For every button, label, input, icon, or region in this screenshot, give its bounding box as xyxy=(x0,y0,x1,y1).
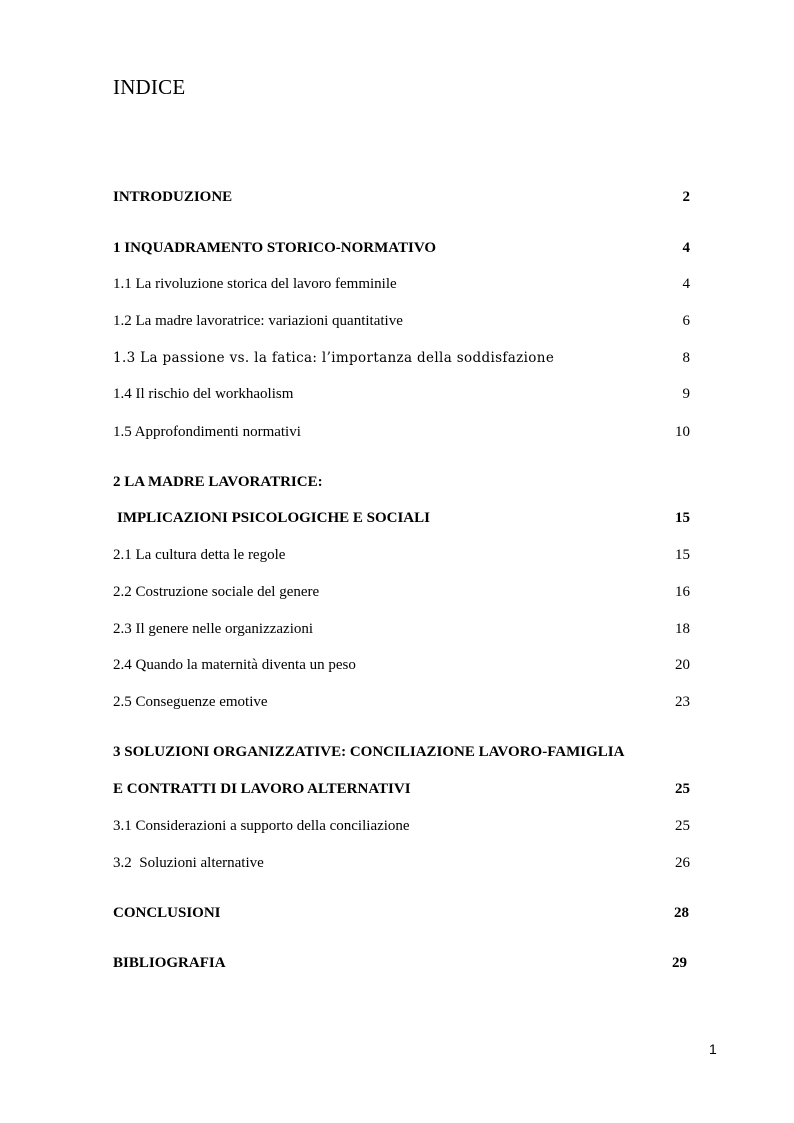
toc-entry-label: 2.4 Quando la maternità diventa un peso xyxy=(113,657,356,673)
toc-entry-1-3[interactable] xyxy=(113,347,690,369)
toc-entry-page: 4 xyxy=(682,240,690,256)
toc-entry-page: 2 xyxy=(682,189,690,205)
toc-entry-2-1[interactable] xyxy=(113,544,690,566)
toc-entry-chapter-2[interactable] xyxy=(113,471,690,493)
page-number: 1 xyxy=(709,1041,717,1057)
toc-entry-label: 2 LA MADRE LAVORATRICE: xyxy=(113,474,323,490)
toc-entry-chapter-3-subtitle[interactable] xyxy=(113,778,690,800)
toc-entry-page: 9 xyxy=(682,386,690,402)
toc-entry-label: 1.5 Approfondimenti normativi xyxy=(113,424,301,440)
toc-entry-conclusioni[interactable] xyxy=(113,902,690,924)
toc-entry-page: 25 xyxy=(675,781,690,797)
toc-entry-page: 26 xyxy=(675,855,690,871)
toc-entry-label: 3.1 Considerazioni a supporto della conciliazione xyxy=(113,818,410,834)
toc-entry-introduzione[interactable] xyxy=(113,186,690,208)
toc-entry-page: 10 xyxy=(675,424,690,440)
toc-entry-1-4[interactable] xyxy=(113,383,690,405)
toc-entry-label: CONCLUSIONI xyxy=(113,905,221,921)
toc-entry-2-4[interactable] xyxy=(113,654,690,676)
toc-entry-3-2[interactable] xyxy=(113,852,690,874)
toc-entry-page: 15 xyxy=(675,510,690,526)
toc-entry-page: 25 xyxy=(675,818,690,834)
toc-entry-2-5[interactable] xyxy=(113,691,690,713)
toc-entry-page: 18 xyxy=(675,621,690,637)
toc-entry-label: INTRODUZIONE xyxy=(113,189,233,205)
toc-entry-label: 1.4 Il rischio del workhaolism xyxy=(113,386,294,402)
toc-entry-chapter-1[interactable] xyxy=(113,237,690,259)
toc-entry-chapter-3[interactable] xyxy=(113,741,690,763)
toc-entry-chapter-2-subtitle[interactable] xyxy=(113,507,690,529)
toc-entry-label: 2.1 La cultura detta le regole xyxy=(113,547,286,563)
toc-entry-label: BIBLIOGRAFIA xyxy=(113,955,226,971)
toc-entry-label: 1.2 La madre lavoratrice: variazioni quantitative xyxy=(113,313,403,329)
toc-entry-label: 3 SOLUZIONI ORGANIZZATIVE: CONCILIAZIONE LAVORO-FAMIGLIA xyxy=(113,744,625,760)
toc-entry-label: 2.3 Il genere nelle organizzazioni xyxy=(113,621,314,637)
toc-entry-page: 29 xyxy=(672,955,687,971)
toc-entry-page: 15 xyxy=(675,547,690,563)
toc-entry-label: 1.1 La rivoluzione storica del lavoro femminile xyxy=(113,276,397,292)
toc-entry-page: 20 xyxy=(675,657,690,673)
toc-entry-1-2[interactable] xyxy=(113,310,690,332)
toc-entry-label: E CONTRATTI DI LAVORO ALTERNATIVI xyxy=(113,781,411,797)
toc-entry-page: 6 xyxy=(682,313,690,329)
toc-entry-label: IMPLICAZIONI PSICOLOGICHE E SOCIALI xyxy=(117,510,430,526)
toc-entry-page: 28 xyxy=(674,905,689,921)
toc-entry-label: 1 INQUADRAMENTO STORICO-NORMATIVO xyxy=(113,240,437,256)
toc-entry-label: 3.2 Soluzioni alternative xyxy=(113,855,264,871)
toc-entry-label: 1.3 La passione vs. la fatica: l’importanza della soddisfazione xyxy=(113,350,555,366)
toc-entry-label: 2.2 Costruzione sociale del genere xyxy=(113,584,320,600)
page-title: INDICE xyxy=(113,75,186,99)
toc-entry-1-1[interactable] xyxy=(113,273,690,295)
toc-entry-3-1[interactable] xyxy=(113,815,690,837)
toc-entry-page: 8 xyxy=(682,350,690,366)
toc-entry-label: 2.5 Conseguenze emotive xyxy=(113,694,268,710)
toc-entry-2-2[interactable] xyxy=(113,581,690,603)
toc-entry-page: 16 xyxy=(675,584,690,600)
toc-entry-1-5[interactable] xyxy=(113,421,690,443)
toc-entry-bibliografia[interactable] xyxy=(113,952,690,974)
toc-entry-page: 23 xyxy=(675,694,690,710)
toc-entry-2-3[interactable] xyxy=(113,618,690,640)
toc-entry-page: 4 xyxy=(682,276,690,292)
